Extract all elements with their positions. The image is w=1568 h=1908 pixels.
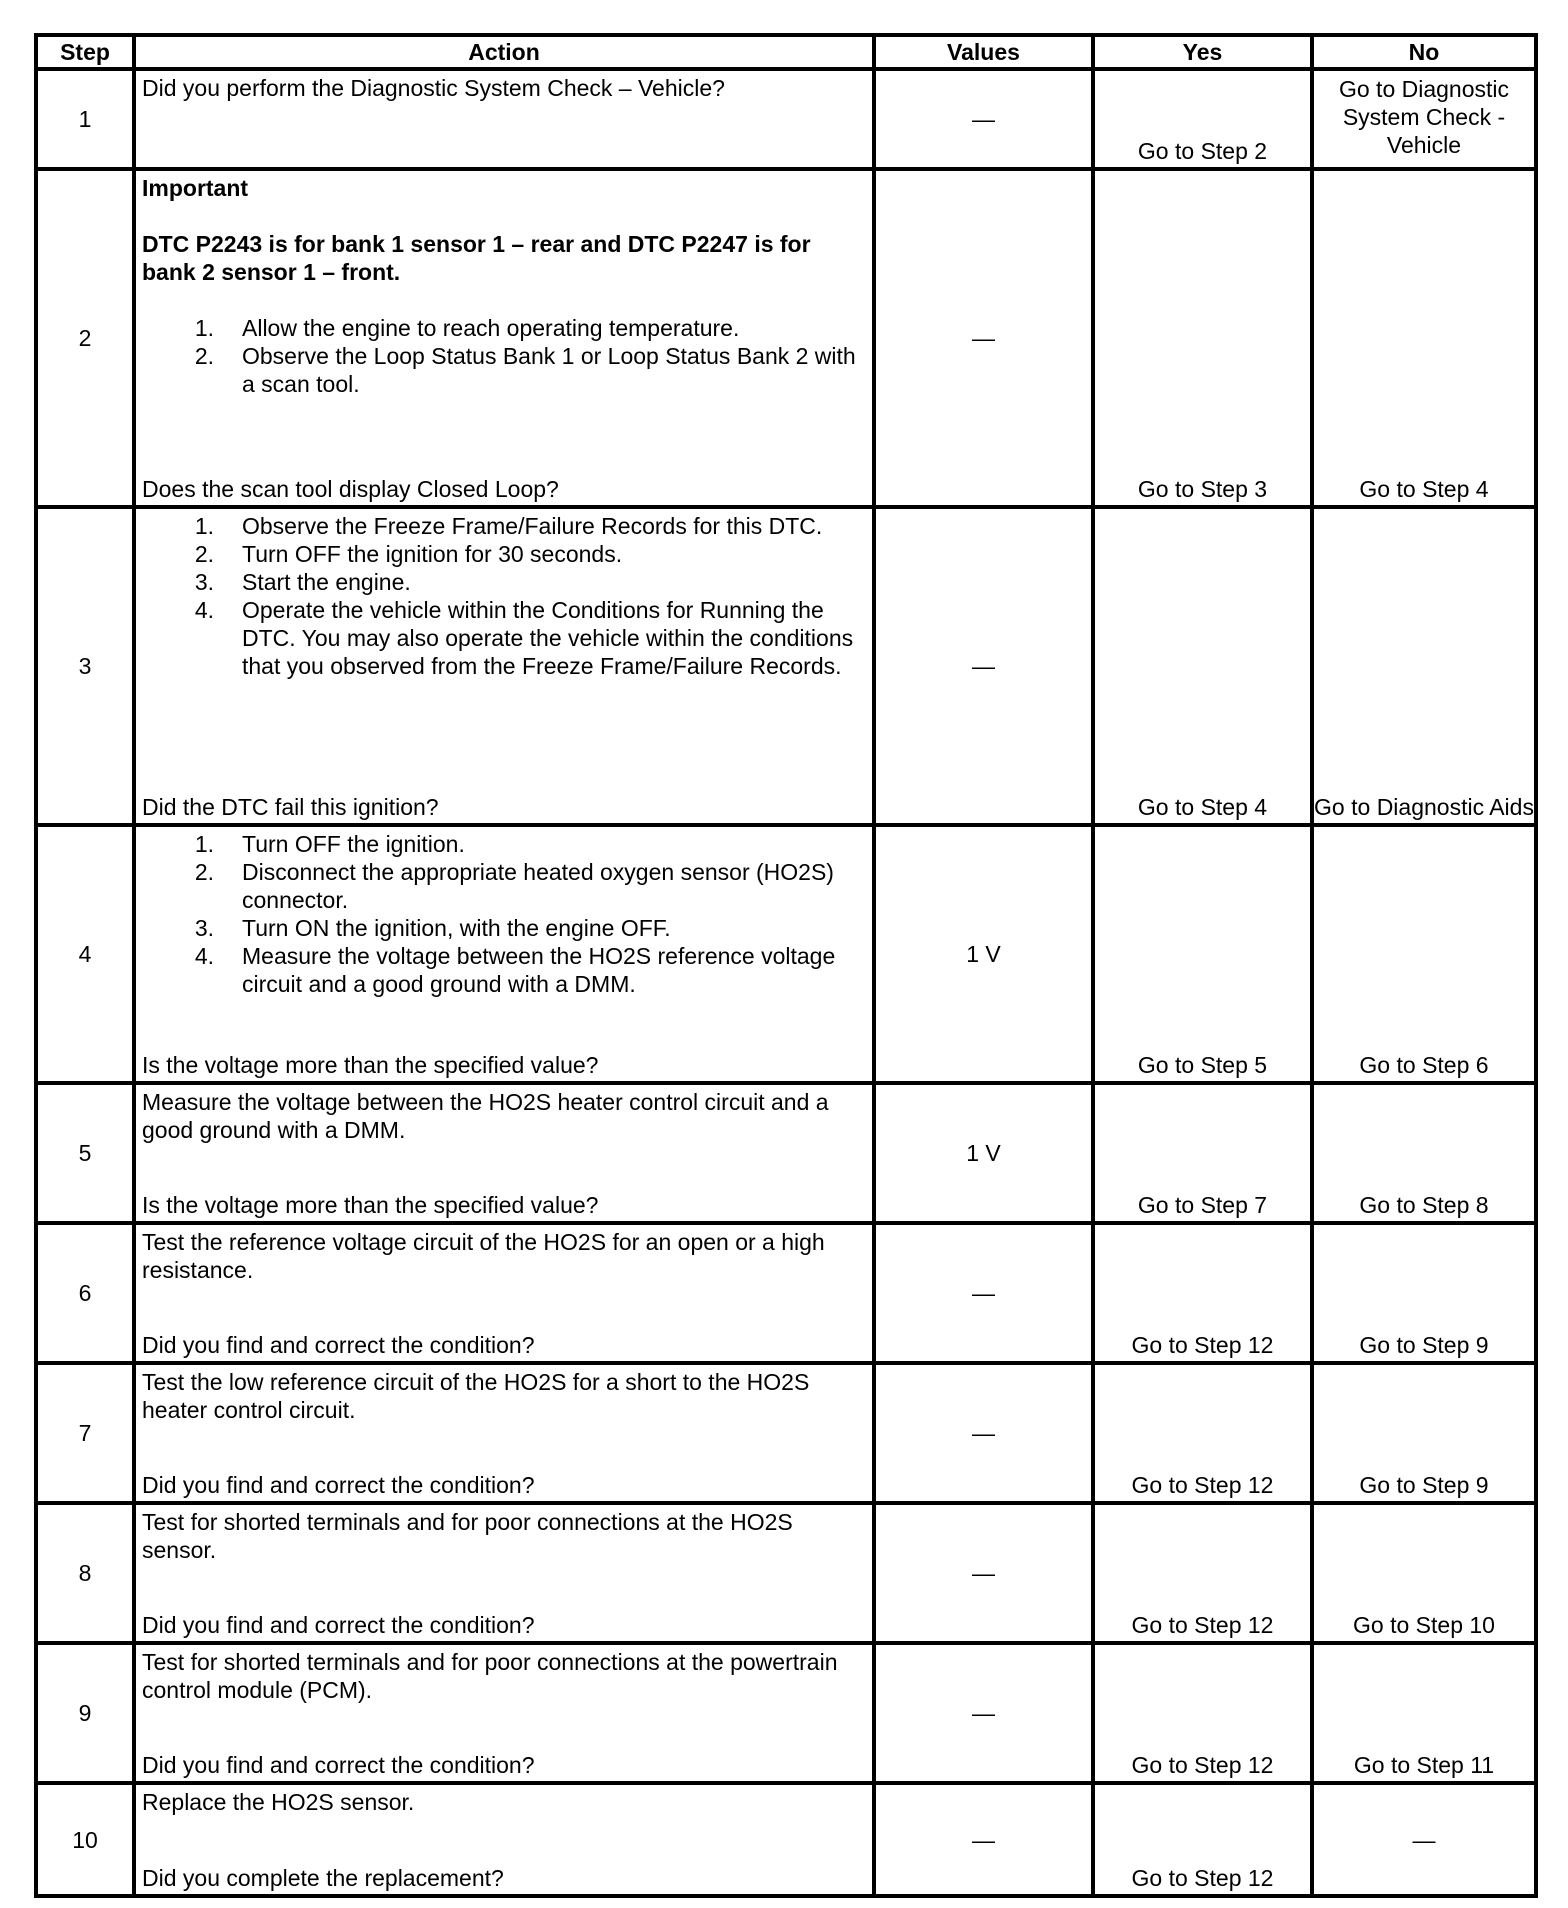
action-cell [134,1223,874,1363]
no-cell: Go to Diagnostic System Check - Vehicle [1312,69,1536,169]
action-cell [134,169,874,507]
step-number: 4 [36,825,134,1083]
list-item-text: Operate the vehicle within the Conditions for Running the DTC. You may also operate the vehicle within the conditions that you observed from the Freeze Frame/Failure Records. [242,597,854,679]
action-steps-list [142,830,866,998]
no-cell: Go to Diagnostic Aids [1312,507,1536,825]
list-item [142,540,866,568]
action-cell [134,69,874,169]
action-cell [134,1643,874,1783]
header-values: Values [874,35,1093,69]
action-text: Test the low reference circuit of the HO2S for a short to the HO2S heater control circuit. [142,1369,810,1423]
table-row [36,1643,1536,1783]
list-item-number: 2. [194,541,214,567]
list-item-number: 4. [194,943,214,969]
action-cell [134,1083,874,1223]
action-question: Did the DTC fail this ignition? [142,794,439,820]
table-row [36,825,1536,1083]
list-item [142,830,866,858]
yes-cell: Go to Step 12 [1093,1503,1312,1643]
list-item [142,568,866,596]
header-no: No [1312,35,1536,69]
no-cell: Go to Step 9 [1312,1363,1536,1503]
list-item-text: Turn OFF the ignition for 30 seconds. [242,541,623,567]
list-item [142,314,866,342]
value-cell: — [874,1363,1093,1503]
action-text: Test for shorted terminals and for poor connections at the HO2S sensor. [142,1509,793,1563]
table-row [36,507,1536,825]
value-cell: — [874,1783,1093,1896]
no-cell: Go to Step 11 [1312,1643,1536,1783]
list-item-number: 4. [194,597,214,623]
no-cell: — [1312,1783,1536,1896]
list-item [142,914,866,942]
action-steps-list [142,512,866,680]
step-number: 6 [36,1223,134,1363]
list-item [142,596,866,680]
action-text: Replace the HO2S sensor. [142,1789,415,1815]
header-step: Step [36,35,134,69]
list-item-number: 3. [194,569,214,595]
action-question: Did you find and correct the condition? [142,1752,535,1778]
table-row [36,169,1536,507]
list-item [142,858,866,914]
yes-cell: Go to Step 12 [1093,1783,1312,1896]
action-cell [134,1503,874,1643]
action-question: Did you complete the replacement? [142,1865,504,1891]
action-text: Test for shorted terminals and for poor connections at the powertrain control module (PCM). [142,1649,838,1703]
no-cell: Go to Step 4 [1312,169,1536,507]
yes-cell: Go to Step 7 [1093,1083,1312,1223]
list-item-number: 3. [194,915,214,941]
yes-cell: Go to Step 12 [1093,1363,1312,1503]
step-number: 5 [36,1083,134,1223]
value-cell: 1 V [874,825,1093,1083]
value-cell: — [874,69,1093,169]
step-number: 1 [36,69,134,169]
list-item-number: 1. [194,315,214,341]
no-cell: Go to Step 10 [1312,1503,1536,1643]
value-cell: — [874,1503,1093,1643]
step-number: 2 [36,169,134,507]
list-item-text: Allow the engine to reach operating temperature. [242,315,740,341]
step-number: 7 [36,1363,134,1503]
table-row [36,1223,1536,1363]
yes-cell: Go to Step 3 [1093,169,1312,507]
action-cell [134,507,874,825]
yes-cell: Go to Step 5 [1093,825,1312,1083]
table-row [36,1503,1536,1643]
important-heading: Important [142,175,249,201]
value-cell: 1 V [874,1083,1093,1223]
action-text: Did you perform the Diagnostic System Check – Vehicle? [142,75,725,101]
value-cell: — [874,1223,1093,1363]
yes-cell: Go to Step 12 [1093,1223,1312,1363]
action-question: Is the voltage more than the specified value? [142,1192,599,1218]
list-item [142,512,866,540]
action-question: Is the voltage more than the specified value? [142,1052,599,1078]
value-cell: — [874,169,1093,507]
step-number: 8 [36,1503,134,1643]
table-row [36,1363,1536,1503]
action-question: Did you find and correct the condition? [142,1332,535,1358]
important-note: DTC P2243 is for bank 1 sensor 1 – rear and DTC P2247 is for bank 2 sensor 1 – front. [142,231,811,285]
action-text: Test the reference voltage circuit of the HO2S for an open or a high resistance. [142,1229,825,1283]
action-cell [134,825,874,1083]
table-row [36,69,1536,169]
action-text: Measure the voltage between the HO2S heater control circuit and a good ground with a DMM. [142,1089,829,1143]
action-question: Did you find and correct the condition? [142,1472,535,1498]
list-item-text: Disconnect the appropriate heated oxygen sensor (HO2S) connector. [242,859,834,913]
step-number: 3 [36,507,134,825]
list-item-text: Measure the voltage between the HO2S reference voltage circuit and a good ground with a DMM. [242,943,836,997]
list-item-number: 1. [194,831,214,857]
value-cell: — [874,1643,1093,1783]
list-item [142,342,866,398]
table-row [36,1083,1536,1223]
list-item-text: Observe the Loop Status Bank 1 or Loop Status Bank 2 with a scan tool. [242,343,856,397]
list-item-text: Turn OFF the ignition. [242,831,465,857]
list-item-number: 2. [194,859,214,885]
yes-cell: Go to Step 12 [1093,1643,1312,1783]
header-action: Action [134,35,874,69]
step-number: 10 [36,1783,134,1896]
list-item-number: 2. [194,343,214,369]
yes-cell: Go to Step 4 [1093,507,1312,825]
list-item-number: 1. [194,513,214,539]
no-cell: Go to Step 9 [1312,1223,1536,1363]
yes-cell: Go to Step 2 [1093,69,1312,169]
no-cell: Go to Step 8 [1312,1083,1536,1223]
action-cell [134,1783,874,1896]
table-row [36,1783,1536,1896]
value-cell: — [874,507,1093,825]
list-item-text: Observe the Freeze Frame/Failure Records for this DTC. [242,513,823,539]
header-yes: Yes [1093,35,1312,69]
list-item-text: Turn ON the ignition, with the engine OFF. [242,915,671,941]
list-item [142,942,866,998]
action-cell [134,1363,874,1503]
diagnostic-table [34,33,1538,1898]
list-item-text: Start the engine. [242,569,411,595]
action-question: Did you find and correct the condition? [142,1612,535,1638]
no-cell: Go to Step 6 [1312,825,1536,1083]
action-question: Does the scan tool display Closed Loop? [142,476,559,502]
step-number: 9 [36,1643,134,1783]
header-row [36,35,1536,69]
action-steps-list [142,314,866,398]
